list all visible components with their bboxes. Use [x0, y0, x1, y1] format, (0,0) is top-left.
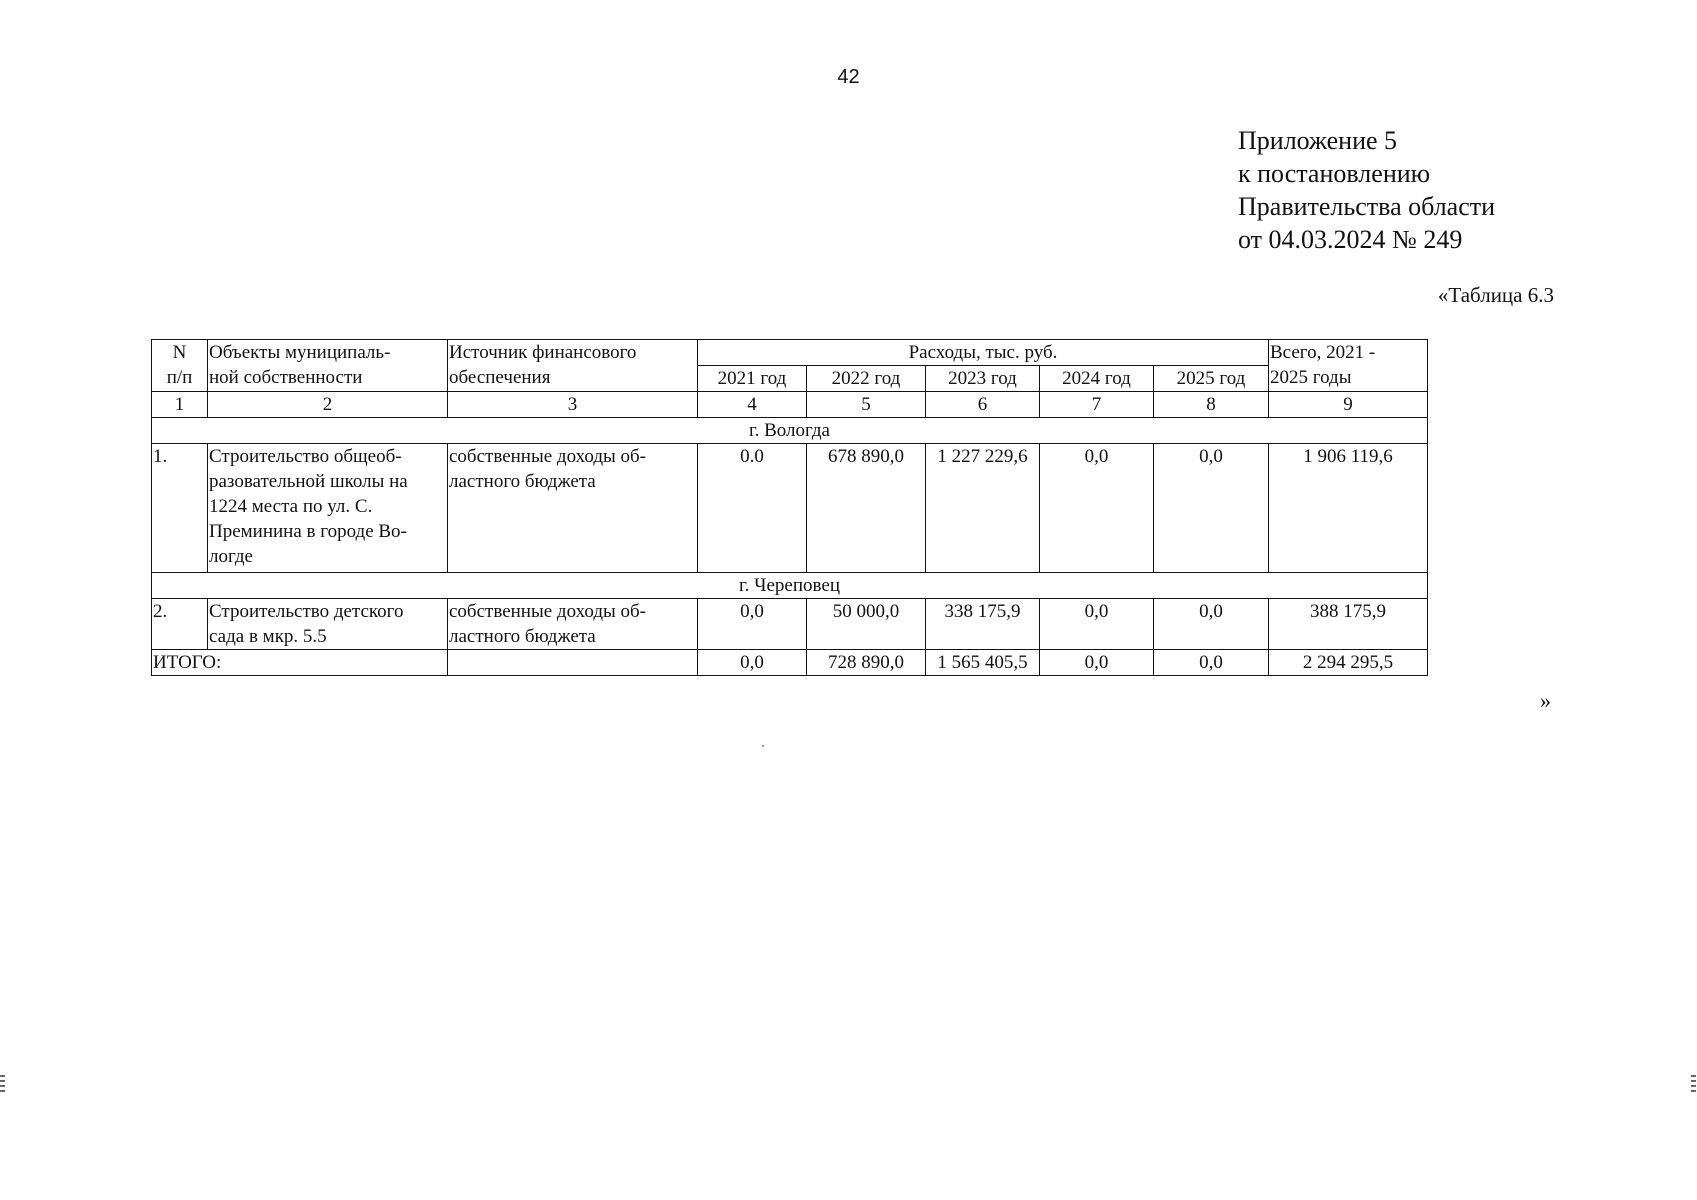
row-value-2025: 0,0 [1154, 444, 1269, 573]
header-object-line-2: ной собственности [209, 367, 363, 388]
row-source-line: ластного бюджета [449, 471, 596, 492]
column-number: 7 [1040, 392, 1154, 418]
row-object [208, 444, 448, 573]
column-number: 5 [807, 392, 926, 418]
row-object-line: логде [209, 546, 253, 567]
header-year-2023: 2023 год [926, 366, 1040, 392]
column-number-row [152, 392, 1428, 418]
header-source-line-1: Источник финансового [449, 342, 637, 363]
row-object-line: Строительство детского [209, 601, 404, 622]
region-row-vologda [152, 418, 1428, 444]
header-year-2021: 2021 год [698, 366, 807, 392]
header-year-2024: 2024 год [1040, 366, 1154, 392]
column-number: 8 [1154, 392, 1269, 418]
total-value-2021: 0,0 [698, 650, 807, 676]
row-value-2023: 1 227 229,6 [926, 444, 1040, 573]
grand-total: 2 294 295,5 [1269, 650, 1428, 676]
row-source-line: ластного бюджета [449, 626, 596, 647]
header-num [152, 340, 208, 392]
row-object [208, 599, 448, 650]
column-number: 3 [448, 392, 698, 418]
row-value-2025: 0,0 [1154, 599, 1269, 650]
header-source-line-2: обеспечения [449, 367, 551, 388]
total-source-empty [448, 650, 698, 676]
appendix-line-3: Правительства области [1238, 192, 1496, 221]
header-total [1269, 340, 1428, 392]
header-num-line-1: N [172, 342, 187, 363]
budget-table-container [151, 339, 1428, 676]
total-value-2025: 0,0 [1154, 650, 1269, 676]
total-row [152, 650, 1428, 676]
row-value-2022: 50 000,0 [807, 599, 926, 650]
total-label: ИТОГО: [152, 650, 448, 676]
total-value-2024: 0,0 [1040, 650, 1154, 676]
budget-table [151, 339, 1428, 676]
row-object-line: Преминина в городе Во- [209, 521, 407, 542]
appendix-line-4: от 04.03.2024 № 249 [1238, 225, 1463, 254]
closing-quote: » [1540, 688, 1551, 713]
header-year-2022: 2022 год [807, 366, 926, 392]
row-source-line: собственные доходы об- [449, 601, 647, 622]
row-value-2023: 338 175,9 [926, 599, 1040, 650]
row-source [448, 444, 698, 573]
row-total: 1 906 119,6 [1269, 444, 1428, 573]
total-value-2023: 1 565 405,5 [926, 650, 1040, 676]
appendix-line-1: Приложение 5 [1238, 126, 1398, 155]
scan-speck [762, 745, 764, 747]
row-num: 2. [152, 599, 208, 650]
scan-edge-mark-left [0, 1075, 5, 1095]
header-total-line-2: 2025 годы [1270, 367, 1352, 388]
column-number: 2 [208, 392, 448, 418]
table-row [152, 599, 1428, 650]
column-number: 4 [698, 392, 807, 418]
row-object-line: разовательной школы на [209, 471, 408, 492]
row-num: 1. [152, 444, 208, 573]
region-row-cherepovets [152, 573, 1428, 599]
header-row-1 [152, 340, 1428, 366]
column-number: 6 [926, 392, 1040, 418]
row-object-line: 1224 места по ул. С. [209, 496, 373, 517]
row-value-2024: 0,0 [1040, 444, 1154, 573]
header-source [448, 340, 698, 392]
row-source-line: собственные доходы об- [449, 446, 647, 467]
scan-edge-mark-right [1691, 1075, 1696, 1095]
header-object-line-1: Объекты муниципаль- [209, 342, 391, 363]
table-caption: «Таблица 6.3 [1437, 283, 1554, 307]
row-object-line: сада в мкр. 5.5 [209, 626, 327, 647]
row-object-line: Строительство общеоб- [209, 446, 402, 467]
column-number: 1 [152, 392, 208, 418]
region-cherepovets: г. Череповец [152, 573, 1428, 599]
row-value-2022: 678 890,0 [807, 444, 926, 573]
header-object [208, 340, 448, 392]
row-value-2021: 0.0 [698, 444, 807, 573]
header-expenses: Расходы, тыс. руб. [698, 340, 1269, 366]
row-value-2021: 0,0 [698, 599, 807, 650]
total-value-2022: 728 890,0 [807, 650, 926, 676]
header-num-line-2: п/п [166, 367, 193, 388]
header-year-2025: 2025 год [1154, 366, 1269, 392]
table-row [152, 444, 1428, 573]
page-number: 42 [837, 66, 860, 88]
appendix-line-2: к постановлению [1238, 159, 1431, 188]
row-value-2024: 0,0 [1040, 599, 1154, 650]
row-source [448, 599, 698, 650]
column-number: 9 [1269, 392, 1428, 418]
header-total-line-1: Всего, 2021 - [1270, 342, 1376, 363]
region-vologda: г. Вологда [152, 418, 1428, 444]
row-total: 388 175,9 [1269, 599, 1428, 650]
appendix-block [1238, 124, 1495, 256]
